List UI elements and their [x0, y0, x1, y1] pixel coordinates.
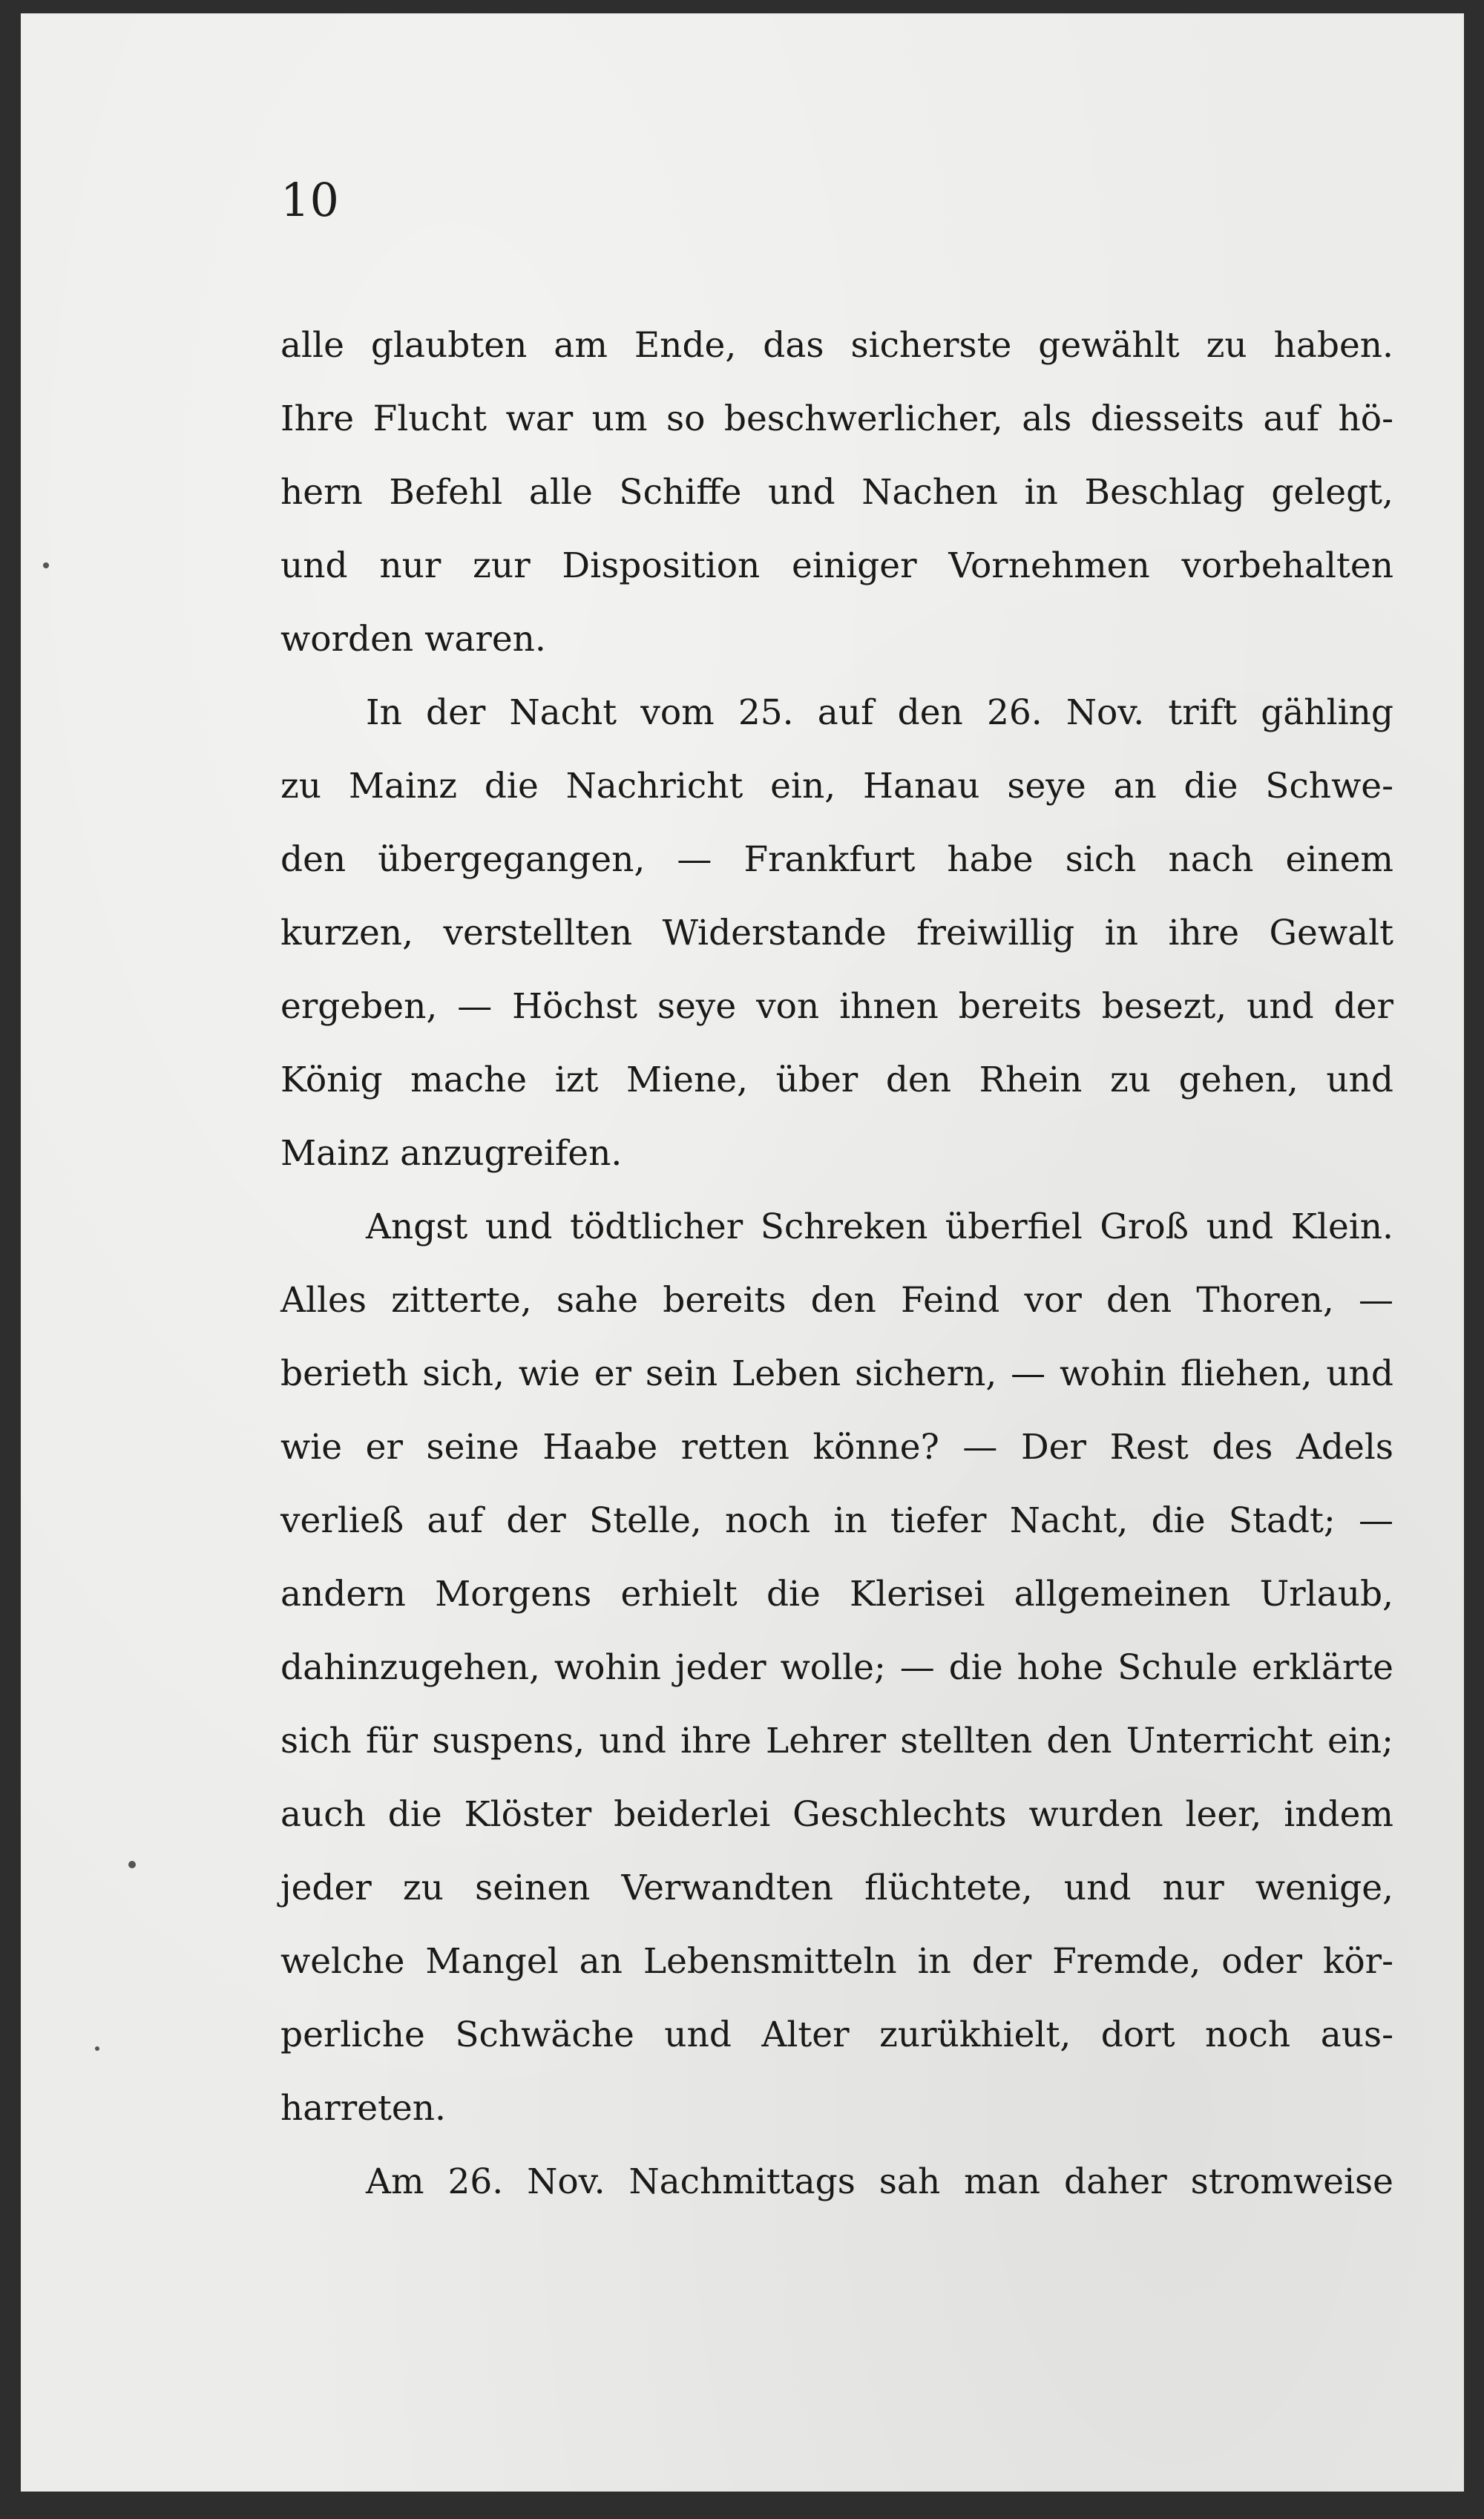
text-line: Ihre Flucht war um so beschwerlicher, als diesseits auf hö- — [280, 398, 1393, 439]
text-line: auch die Klöster beiderlei Geschlechts wurden leer, indem — [280, 1794, 1393, 1835]
text-line: hern Befehl alle Schiffe und Nachen in Beschlag gelegt, — [280, 472, 1393, 513]
body-text — [280, 309, 1393, 2219]
text-line: worden waren. — [280, 619, 546, 660]
ink-speck — [95, 2046, 99, 2051]
text-line: welche Mangel an Lebensmitteln in der Fremde, oder kör- — [280, 1941, 1393, 1982]
text-line: jeder zu seinen Verwandten flüchtete, und nur wenige, — [280, 1868, 1393, 1908]
text-line: und nur zur Disposition einiger Vornehmen vorbehalten — [280, 545, 1393, 586]
text-line: sich für suspens, und ihre Lehrer stellten den Unterricht ein; — [280, 1721, 1393, 1761]
text-line: kurzen, verstellten Widerstande freiwillig in ihre Gewalt — [280, 913, 1393, 953]
text-line: ergeben, — Höchst seye von ihnen bereits besezt, und der — [280, 986, 1393, 1027]
ink-speck — [128, 1861, 136, 1868]
text-line: In der Nacht vom 25. auf den 26. Nov. trift gähling — [366, 692, 1393, 733]
text-line: König mache izt Miene, über den Rhein zu gehen, und — [280, 1060, 1393, 1100]
text-line: Angst und tödtlicher Schreken überfiel Groß und Klein. — [366, 1206, 1393, 1247]
text-line: den übergegangen, — Frankfurt habe sich nach einem — [280, 839, 1393, 880]
text-line: Alles zitterte, sahe bereits den Feind vor den Thoren, — — [280, 1280, 1393, 1321]
text-line: andern Morgens erhielt die Klerisei allgemeinen Urlaub, — [280, 1574, 1393, 1615]
page-number: 10 — [280, 173, 339, 227]
text-line: alle glaubten am Ende, das sicherste gewählt zu haben. — [280, 325, 1393, 366]
text-line: verließ auf der Stelle, noch in tiefer Nacht, die Stadt; — — [280, 1500, 1393, 1541]
text-line: perliche Schwäche und Alter zurükhielt, dort noch aus- — [280, 2014, 1393, 2055]
text-line: dahinzugehen, wohin jeder wolle; — die hohe Schule erklärte — [280, 1647, 1393, 1688]
text-line: zu Mainz die Nachricht ein, Hanau seye an die Schwe- — [280, 766, 1393, 807]
text-line: berieth sich, wie er sein Leben sichern, — wohin fliehen, und — [280, 1353, 1393, 1394]
ink-speck — [43, 562, 49, 568]
text-line: harreten. — [280, 2088, 446, 2129]
text-line: wie er seine Haabe retten könne? — Der Rest des Adels — [280, 1427, 1393, 1468]
text-line: Am 26. Nov. Nachmittags sah man daher stromweise — [366, 2161, 1393, 2202]
book-page — [21, 13, 1464, 2492]
text-line: Mainz anzugreifen. — [280, 1133, 623, 1174]
